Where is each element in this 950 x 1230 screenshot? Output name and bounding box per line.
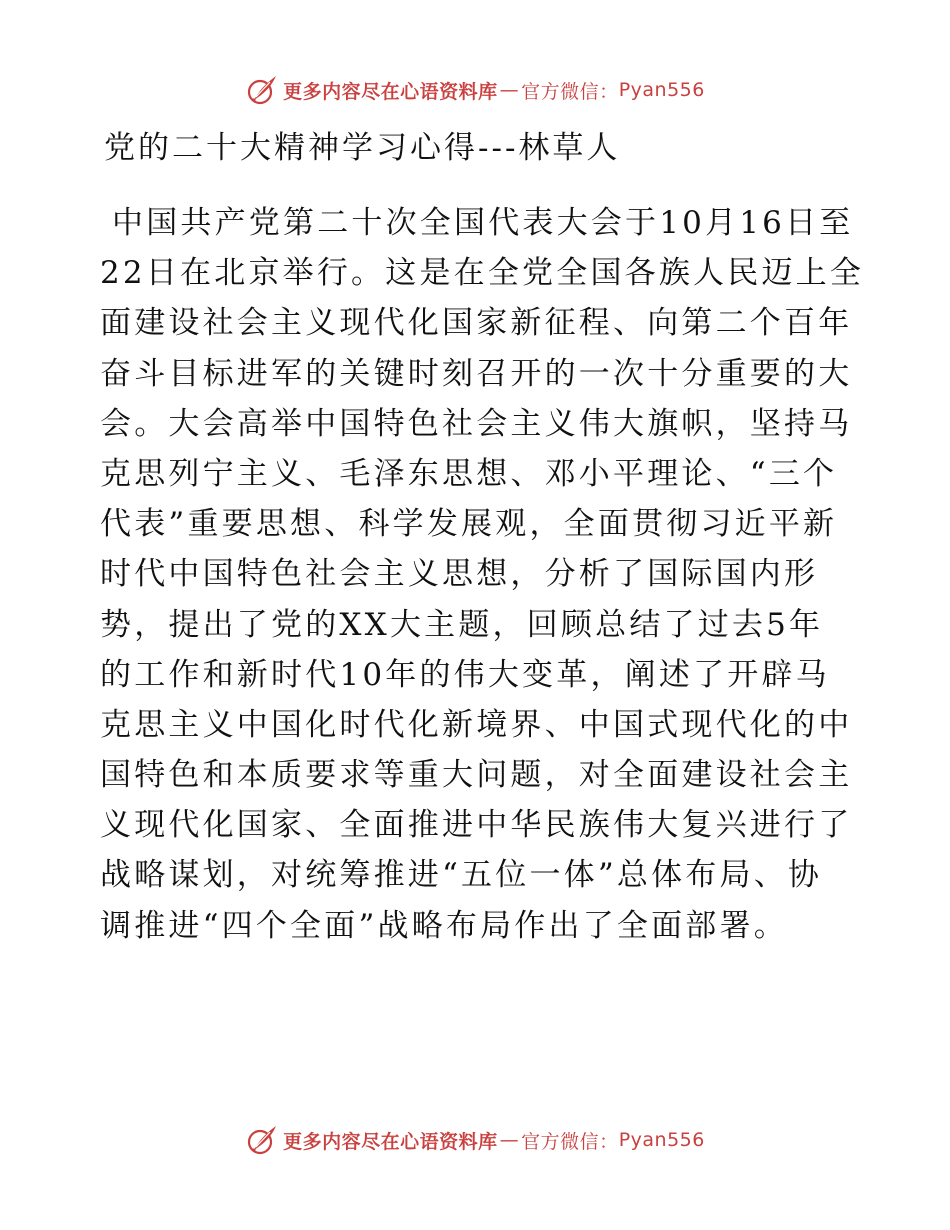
body-line: 22日在北京举行。这是在全党全国各族人民迈上全 xyxy=(100,255,865,292)
body-line: 代表”重要思想、科学发展观，全面贯彻习近平新 xyxy=(100,506,838,543)
body-line: 面建设社会主义现代化国家新征程、向第二个百年 xyxy=(100,305,853,342)
body-line: 义现代化国家、全面推进中华民族伟大复兴进行了 xyxy=(100,807,853,844)
quill-pen-logo-icon xyxy=(245,73,279,107)
banner-slogan: 更多内容尽在心语资料库 xyxy=(283,80,498,103)
banner-contact-label: 官方微信： xyxy=(521,1130,619,1153)
body-line: 会。大会高举中国特色社会主义伟大旗帜，坚持马 xyxy=(100,405,853,442)
body-line: 战略谋划，对统筹推进“五位一体”总体布局、协 xyxy=(100,857,823,894)
body-line: 中国共产党第二十次全国代表大会于10月16日至 xyxy=(112,205,854,241)
document-title: 党的二十大精神学习心得---林草人 xyxy=(104,130,621,166)
header-watermark-banner xyxy=(0,70,950,110)
body-line: 调推进“四个全面”战略布局作出了全面部署。 xyxy=(100,907,788,944)
body-line: 克思主义中国化时代化新境界、中国式现代化的中 xyxy=(100,706,853,743)
banner-contact-label: 官方微信： xyxy=(521,80,619,103)
body-line: 国特色和本质要求等重大问题，对全面建设社会主 xyxy=(100,757,853,794)
banner-wechat-id: Pyan556 xyxy=(618,1129,705,1151)
quill-pen-logo-icon xyxy=(245,1123,279,1157)
body-line: 时代中国特色社会主义思想，分析了国际国内形 xyxy=(100,556,819,593)
banner-slogan: 更多内容尽在心语资料库 xyxy=(283,1130,498,1153)
banner-dash: — xyxy=(499,79,520,101)
banner-dash: — xyxy=(499,1129,520,1151)
banner-wechat-id: Pyan556 xyxy=(618,79,705,101)
body-line: 克思列宁主义、毛泽东思想、邓小平理论、“三个 xyxy=(100,455,838,492)
body-line: 势，提出了党的XX大主题，回顾总结了过去5年 xyxy=(100,606,824,643)
document-body xyxy=(100,198,865,951)
footer-watermark-banner xyxy=(0,1120,950,1160)
body-line: 的工作和新时代10年的伟大变革，阐述了开辟马 xyxy=(100,656,830,693)
body-line: 奋斗目标进军的关键时刻召开的一次十分重要的大 xyxy=(100,355,853,392)
